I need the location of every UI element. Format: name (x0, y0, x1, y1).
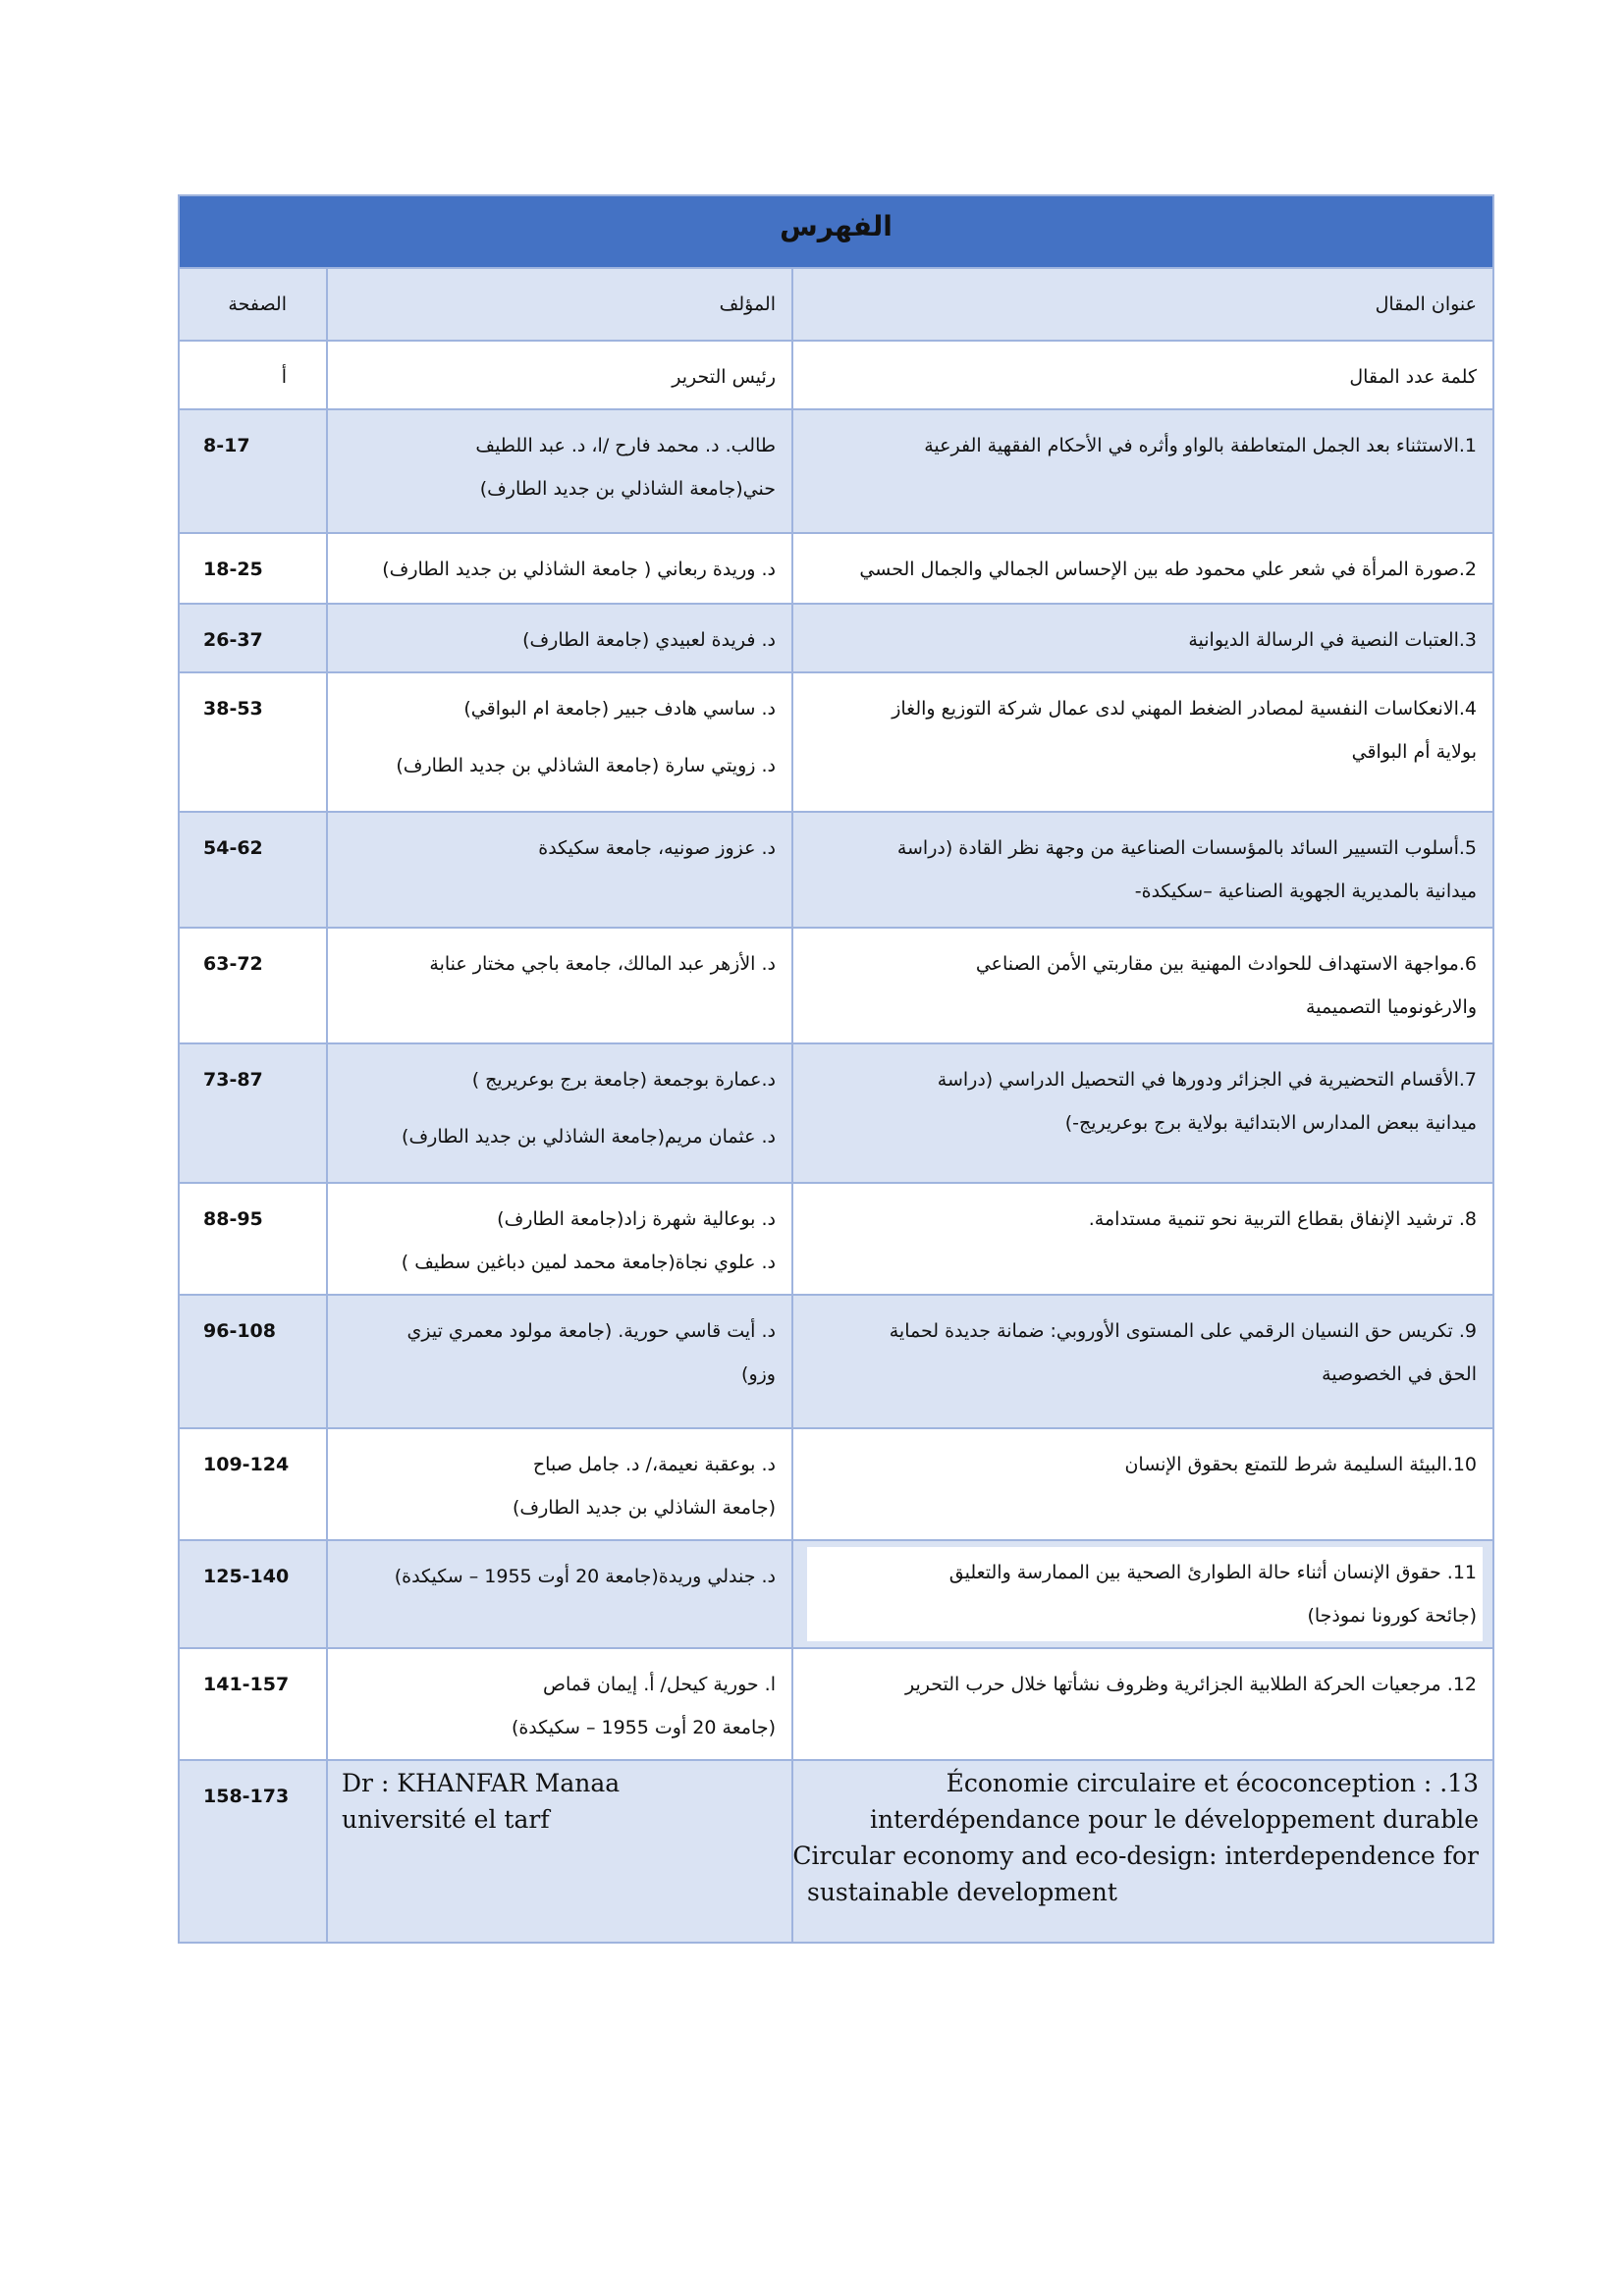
column-header-page: الصفحة (228, 294, 287, 315)
author-name: د. عثمان مريم(جامعة الشاذلي بن جديد الطارف) (402, 1126, 776, 1148)
author-name: د.عمارة بوجمعة (جامعة برج بوعريريج ) (471, 1069, 776, 1091)
article-title: 3.العتبات النصية في الرسالة الديوانية (1188, 629, 1477, 651)
page-range: 125-140 (203, 1566, 290, 1587)
page-range: 54-62 (203, 837, 263, 859)
table-row (179, 812, 1493, 928)
column-header-author: المؤلف (719, 294, 776, 315)
table-row (179, 1043, 1493, 1183)
author-name: د. وريدة ربعاني ( جامعة الشاذلي بن جديد الطارف) (382, 559, 776, 580)
article-title-cell (793, 1044, 1492, 1154)
author-name: طالب. د. محمد فارح /ا، د. عبد اللطيف (475, 435, 776, 456)
author-name: د. زويتي سارة (جامعة الشاذلي بن جديد الطارف) (396, 755, 776, 776)
author-name: د. علوي نجاة(جامعة محمد لمين دباغين سطيف ) (401, 1252, 776, 1273)
page-range: 88-95 (203, 1208, 263, 1230)
article-title: Économie circulaire et écoconception : .13 (946, 1769, 1479, 1797)
author-cell (328, 1296, 791, 1406)
article-title: 1.الاستثناء بعد الجمل المتعاطفة بالواو وأثره في الأحكام الفقهية الفرعية (924, 435, 1477, 456)
article-title: 5.أسلوب التسيير السائد بالمؤسسات الصناعية من وجهة نظر القادة (دراسة (896, 837, 1477, 859)
article-title: 10.البيئة السليمة شرط للتمتع بحقوق الإنسان (1124, 1454, 1477, 1475)
author-name: رئيس التحرير (672, 366, 776, 388)
author-cell (328, 1541, 791, 1608)
page-range: 26-37 (203, 629, 263, 651)
article-title: 7.الأقسام التحضيرية في الجزائر ودورها في التحصيل الدراسي (دراسة (937, 1069, 1477, 1091)
column-header-title: عنوان المقال (1375, 294, 1477, 315)
article-title: 2.صورة المرأة في شعر علي محمود طه بين الإحساس الجمالي والجمال الحسي (859, 559, 1477, 580)
article-title-cell (793, 813, 1492, 923)
author-cell (328, 342, 791, 408)
article-title: 11. حقوق الإنسان أثناء حالة الطوارئ الصحية بين الممارسة والتعليق (948, 1562, 1477, 1583)
article-title: 6.مواجهة الاستهداف للحوادث المهنية بين مقاربتي الأمن الصناعي (975, 953, 1477, 975)
page-range: 158-173 (203, 1786, 290, 1807)
article-title-cont: interdépendance pour le développement durable (869, 1805, 1479, 1834)
page-range: 63-72 (203, 953, 263, 975)
table-row (179, 672, 1493, 812)
article-title-cont: ميدانية ببعض المدارس الابتدائية بولاية برج بوعريريج-) (1064, 1112, 1477, 1134)
article-title: كلمة عدد المقال (1349, 366, 1477, 388)
author-affiliation: (جامعة 20 أوت 1955 – سكيكدة) (511, 1717, 776, 1738)
article-title-cell (793, 605, 1492, 671)
page-range: 18-25 (203, 559, 263, 580)
article-title-cell (793, 342, 1492, 408)
article-title: 9. تكريس حق النسيان الرقمي على المستوى الأوروبي: ضمانة جديدة لحماية (889, 1320, 1477, 1342)
author-cell (328, 673, 791, 797)
author-cell (328, 605, 791, 671)
toc-heading: الفهرس (780, 210, 893, 242)
author-affiliation: université el tarf (342, 1805, 550, 1834)
toc-banner (179, 195, 1493, 268)
author-name: د. بوعالية شهرة زاد(جامعة الطارف) (497, 1208, 776, 1230)
author-name: د. فريدة لعبيدي (جامعة الطارف) (522, 629, 776, 651)
author-name: د. بوعقبة نعيمة،/ د. جامل صباح (532, 1454, 776, 1475)
toc-banner-row (179, 195, 1493, 268)
article-title-english-cont: sustainable development (807, 1878, 1117, 1906)
table-row (179, 1295, 1493, 1428)
page-range: 109-124 (203, 1454, 290, 1475)
author-cell (328, 813, 791, 880)
author-name: ا. حورية كيحل/ أ. إيمان قماص (543, 1674, 776, 1695)
page-range: 141-157 (203, 1674, 290, 1695)
article-title-cont: والارغونوميا التصميمية (1306, 996, 1477, 1018)
article-title-cell (793, 1429, 1492, 1496)
author-name: د. عزوز صونيه، جامعة سكيكدة (538, 837, 776, 859)
table-of-contents (178, 194, 1494, 1944)
author-name: د. أيت قاسي حورية. (جامعة مولود معمري تيزي (406, 1320, 776, 1342)
article-title-cell (793, 534, 1492, 601)
author-cell (328, 1184, 791, 1294)
article-title-cont: (جائحة كورونا نموذجا) (1307, 1605, 1477, 1627)
table-row (179, 1428, 1493, 1540)
article-title: 4.الانعكاسات النفسية لمصادر الضغط المهني لدى عمال شركة التوزيع والغاز (892, 698, 1477, 720)
article-title-cont: الحق في الخصوصية (1322, 1363, 1477, 1385)
author-affiliation: حني(جامعة الشاذلي بن جديد الطارف) (479, 478, 776, 500)
author-name: د. الأزهر عبد المالك، جامعة باجي مختار عنابة (429, 953, 776, 975)
table-row (179, 1648, 1493, 1760)
table-row (179, 533, 1493, 604)
page-range: 73-87 (203, 1069, 263, 1091)
table-row (179, 1540, 1493, 1648)
author-cell (328, 1044, 791, 1168)
article-title-cell (793, 1761, 1492, 1920)
author-cell (328, 929, 791, 995)
author-name: د. جندلي وريدة(جامعة 20 أوت 1955 – سكيكدة) (394, 1566, 776, 1587)
page-range: 38-53 (203, 698, 263, 720)
article-title-english: Circular economy and eco-design: interdependence for (792, 1842, 1479, 1870)
table-row (179, 928, 1493, 1043)
article-title-cell (793, 673, 1492, 783)
author-cell (328, 410, 791, 520)
article-title-cell (793, 410, 1492, 477)
article-title-cell (793, 1649, 1492, 1716)
column-header-row (179, 268, 1493, 341)
author-cell (328, 1761, 791, 1847)
author-name: د. ساسي هادف جبير (جامعة ام البواقي) (463, 698, 776, 720)
table-row (179, 341, 1493, 409)
author-cell (328, 1429, 791, 1539)
article-title-cont: ميدانية بالمديرية الجهوية الصناعية –سكيكدة- (1134, 881, 1477, 902)
article-title-cont: بولاية أم البواقي (1351, 741, 1477, 763)
table-row (179, 1183, 1493, 1295)
author-affiliation: (جامعة الشاذلي بن جديد الطارف) (513, 1497, 776, 1519)
article-title-cell (793, 1296, 1492, 1406)
author-cell (328, 1649, 791, 1759)
article-title: 12. مرجعيات الحركة الطلابية الجزائرية وظروف نشأتها خلال حرب التحرير (905, 1674, 1477, 1695)
page-range: 8-17 (203, 435, 250, 456)
article-title-cell (793, 1184, 1492, 1251)
article-title-cell (807, 1547, 1483, 1641)
author-affiliation: وزو) (741, 1363, 776, 1385)
author-name: Dr : KHANFAR Manaa (342, 1769, 621, 1797)
table-row (179, 1760, 1493, 1943)
article-title-cell (793, 929, 1492, 1039)
table-row (179, 604, 1493, 672)
article-title: 8. ترشيد الإنفاق بقطاع التربية نحو تنمية مستدامة. (1088, 1208, 1477, 1230)
page-range: أ (281, 366, 287, 388)
table-row (179, 409, 1493, 533)
author-cell (328, 534, 791, 601)
page-range: 96-108 (203, 1320, 276, 1342)
